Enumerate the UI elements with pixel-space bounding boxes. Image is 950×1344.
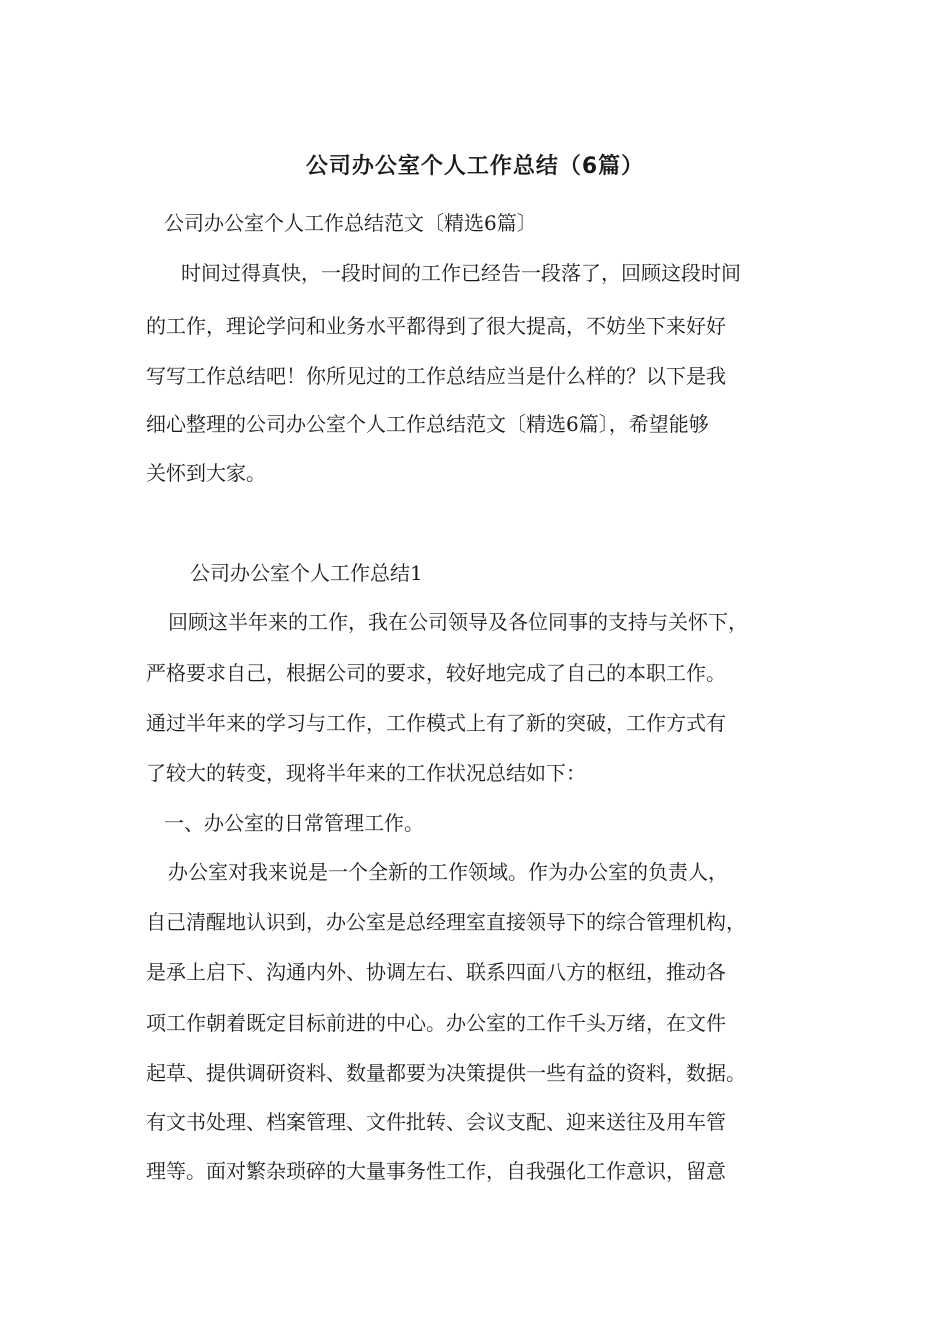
body-line: 理等。面对繁杂琐碎的大量事务性工作，自我强化工作意识，留意 [146, 1159, 726, 1183]
body-line: 通过半年来的学习与工作，工作模式上有了新的突破，工作方式有 [146, 711, 726, 735]
body-line: 严格要求自己，根据公司的要求，较好地完成了自己的本职工作。 [146, 661, 726, 685]
intro-line: 细心整理的公司办公室个人工作总结范文〔精选6篇〕，希望能够 [146, 412, 709, 436]
document-subtitle: 公司办公室个人工作总结范文〔精选6篇〕 [164, 211, 537, 235]
intro-line: 写写工作总结吧！你所见过的工作总结应当是什么样的？以下是我 [146, 364, 726, 388]
intro-line: 关怀到大家。 [146, 461, 266, 485]
body-line: 一、办公室的日常管理工作。 [164, 811, 424, 835]
body-line: 项工作朝着既定目标前进的中心。办公室的工作千头万绪，在文件 [146, 1011, 726, 1035]
body-line: 自己清醒地认识到，办公室是总经理室直接领导下的综合管理机构， [146, 910, 746, 934]
body-line: 起草、提供调研资料、数量都要为决策提供一些有益的资料，数据。 [146, 1061, 746, 1085]
body-line: 回顾这半年来的工作，我在公司领导及各位同事的支持与关怀下， [168, 610, 748, 634]
section-heading: 公司办公室个人工作总结1 [190, 561, 423, 585]
body-line: 有文书处理、档案管理、文件批转、会议支配、迎来送往及用车管 [146, 1110, 726, 1134]
body-line: 办公室对我来说是一个全新的工作领域。作为办公室的负责人， [168, 860, 728, 884]
document-title: 公司办公室个人工作总结（6篇） [305, 154, 645, 179]
body-line: 了较大的转变，现将半年来的工作状况总结如下： [146, 761, 586, 785]
intro-line: 的工作，理论学问和业务水平都得到了很大提高，不妨坐下来好好 [146, 314, 726, 338]
body-line: 是承上启下、沟通内外、协调左右、联系四面八方的枢纽，推动各 [146, 960, 726, 984]
intro-line: 时间过得真快，一段时间的工作已经告一段落了，回顾这段时间 [181, 261, 741, 285]
